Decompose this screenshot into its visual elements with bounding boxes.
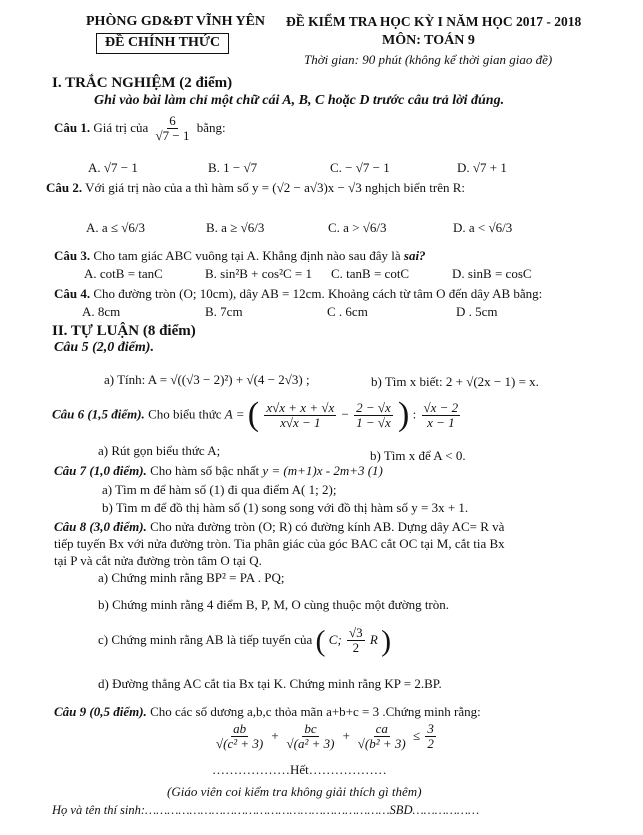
q8-c-paren-open: ( [315, 624, 326, 658]
q6-frac-3 [422, 401, 461, 431]
q9-text: Cho các số dương a,b,c thỏa mãn a+b+c = 3 .Chứng minh rằng: [150, 704, 481, 719]
q8-part-a: a) Chứng minh rằng BP² = PA . PQ; [98, 570, 285, 585]
q9-leq: ≤ [412, 727, 421, 743]
candidate-name-line: Họ và tên thí sinh:…………………………………………………………SBD……………… [52, 803, 480, 817]
q5-part-b: b) Tìm x biết: 2 + √(2x − 1) = x. [371, 374, 539, 389]
q4-label: Câu 4. [54, 286, 91, 301]
q6-frac-1 [264, 401, 336, 431]
q9-t1-den: √(c² + 3) [216, 736, 264, 752]
q2-option-c: C. a > √6/3 [328, 220, 387, 235]
q6-f1-num: x√x + x + √x [266, 399, 335, 415]
q3-option-d: D. sinB = cosC [452, 266, 532, 281]
q3-emphasis: sai? [403, 248, 426, 263]
q9-label: Câu 9 (0,5 điểm). [54, 704, 147, 719]
exam-title: ĐỀ KIỂM TRA HỌC KỲ I NĂM HỌC 2017 - 2018 [286, 14, 582, 29]
q7-part-b: b) Tìm m để đồ thị hàm số (1) song song với đồ thị hàm số y = 3x + 1. [102, 500, 469, 515]
q9-t3-num: ca [375, 721, 388, 736]
q8-part-b: b) Chứng minh rằng 4 điểm B, P, M, O cùng thuộc một đường tròn. [98, 597, 450, 612]
q9-term-2 [285, 722, 337, 752]
q6-paren-close: ) [398, 396, 410, 433]
q2-option-d: D. a < √6/3 [453, 220, 513, 235]
q2-text: Với giá trị nào của a thì hàm số y = (√2 − a√3)x − √3 nghịch biến trên R: [85, 180, 466, 195]
q4-option-c: C . 6cm [327, 304, 368, 319]
q1-option-a: A. √7 − 1 [88, 160, 138, 175]
q9-t2-den: √(a² + 3) [286, 736, 335, 752]
q2-option-b: B. a ≥ √6/3 [206, 220, 265, 235]
q6-divide: : [412, 406, 417, 422]
q9-t2-num: bc [304, 721, 317, 736]
q8-c-fraction [347, 626, 365, 656]
question-9 [54, 704, 481, 720]
q6-frac-2 [354, 401, 393, 431]
q6-paren-open: ( [247, 396, 260, 433]
q1-label: Câu 1. [54, 119, 91, 135]
q9-plus-1: + [270, 727, 280, 743]
school-name: PHÒNG GD&ĐT VĨNH YÊN [86, 14, 266, 29]
subject: MÔN: TOÁN 9 [382, 33, 475, 48]
q3-option-a: A. cotB = tanC [84, 266, 163, 281]
q5-part-a: a) Tính: A = √((√3 − 2)²) + √(4 − 2√3) ; [104, 372, 310, 387]
q9-inequality [212, 722, 438, 752]
question-8 [54, 519, 504, 535]
q9-plus-2: + [341, 727, 351, 743]
q9-rhs-num: 3 [427, 721, 434, 736]
q8-c-frac-den: 2 [352, 640, 360, 656]
q8-c-text: c) Chứng minh rằng AB là tiếp tuyến của [98, 631, 313, 647]
q1-frac-den: √7 − 1 [155, 128, 190, 144]
q9-t1-num: ab [233, 721, 247, 736]
q4-option-d: D . 5cm [456, 304, 498, 319]
q2-option-a: A. a ≤ √6/3 [86, 220, 146, 235]
q4-option-a: A. 8cm [82, 304, 121, 319]
q6-f3-den: x − 1 [427, 414, 455, 430]
q1-frac-num: 6 [169, 113, 176, 128]
end-marker: ………………Hết……………… [212, 762, 387, 777]
q8-part-c [98, 626, 391, 656]
q6-f2-num: 2 − √x [356, 399, 391, 415]
q6-expr-lhs: A = [224, 406, 245, 422]
official-stamp: ĐỀ CHÍNH THỨC [96, 33, 229, 54]
q6-part-a: a) Rút gọn biểu thức A; [98, 443, 221, 458]
q7-function: y = (m+1)x - 2m+3 (1) [262, 463, 383, 478]
q8-part-d: d) Đường thẳng AC cắt tia Bx tại K. Chứng minh rằng KP = 2.BP. [98, 676, 442, 691]
q9-rhs [425, 722, 436, 752]
question-2 [46, 180, 465, 196]
q1-option-d: D. √7 + 1 [457, 160, 507, 175]
q1-fraction [154, 114, 192, 144]
q8-c-circle-right: R [369, 631, 378, 647]
q8-line3: tại P và cắt nửa đường tròn tâm O tại Q. [54, 553, 262, 568]
q8-c-frac-num: √3 [349, 625, 363, 640]
q4-text: Cho đường tròn (O; 10cm), dây AB = 12cm. Khoảng cách từ tâm O đến dây AB bằng: [93, 286, 543, 301]
q9-t3-den: √(b² + 3) [357, 736, 406, 752]
part1-instruction: Ghi vào bài làm chỉ một chữ cái A, B, C hoặc D trước câu trả lời đúng. [94, 93, 505, 108]
q4-option-b: B. 7cm [205, 304, 243, 319]
q8-c-paren-close: ) [381, 624, 392, 658]
q3-label: Câu 3. [54, 248, 91, 263]
footer-note: (Giáo viên coi kiểm tra không giải thích gì thêm) [167, 784, 422, 799]
q9-rhs-den: 2 [427, 736, 434, 752]
q5-label: Câu 5 (2,0 điểm). [54, 340, 154, 355]
q1-option-b: B. 1 − √7 [208, 160, 258, 175]
q7-intro: Cho hàm số bậc nhất [150, 463, 260, 478]
q6-part-b: b) Tìm x để A < 0. [370, 448, 466, 463]
q6-minus: − [341, 406, 349, 422]
time-limit: Thời gian: 90 phút (không kể thời gian giao đề) [304, 52, 553, 67]
question-6 [52, 396, 462, 433]
question-3 [54, 248, 426, 264]
part2-title: II. TỰ LUẬN (8 điểm) [52, 323, 196, 339]
q1-option-c: C. − √7 − 1 [330, 160, 390, 175]
part1-title: I. TRẮC NGHIỆM (2 điểm) [52, 75, 233, 91]
q9-term-1 [214, 722, 265, 752]
q3-option-c: C. tanB = cotC [331, 266, 410, 281]
q8-line2: tiếp tuyến Bx với nửa đường tròn. Tia phân giác của góc BAC cắt OC tại M, cắt tia Bx [54, 536, 505, 551]
q6-f1-den: x√x − 1 [280, 414, 321, 430]
q7-label: Câu 7 (1,0 điểm). [54, 463, 147, 478]
q8-label: Câu 8 (3,0 điểm). [54, 519, 147, 534]
q1-text-before: Giá trị của [93, 119, 149, 135]
q8-line1: Cho nửa đường tròn (O; R) có đường kính AB. Dựng dây AC= R và [150, 519, 505, 534]
q7-part-a: a) Tìm m để hàm số (1) đi qua điểm A( 1; 2); [102, 482, 337, 497]
question-7 [54, 463, 383, 479]
q6-f3-num: √x − 2 [423, 399, 459, 415]
q8-c-circle-left: C; [328, 631, 342, 647]
q3-option-b: B. sin²B + cos²C = 1 [205, 266, 312, 281]
q9-term-3 [356, 722, 408, 752]
q1-text-after: bằng: [196, 119, 226, 135]
question-1 [54, 114, 226, 144]
q3-text: Cho tam giác ABC vuông tại A. Khẳng định nào sau đây là [93, 248, 401, 263]
question-4 [54, 286, 542, 302]
q6-intro: Cho biểu thức [148, 406, 222, 422]
q6-label: Câu 6 (1,5 điểm). [52, 406, 145, 422]
q2-label: Câu 2. [46, 180, 83, 195]
q6-f2-den: 1 − √x [356, 414, 391, 430]
